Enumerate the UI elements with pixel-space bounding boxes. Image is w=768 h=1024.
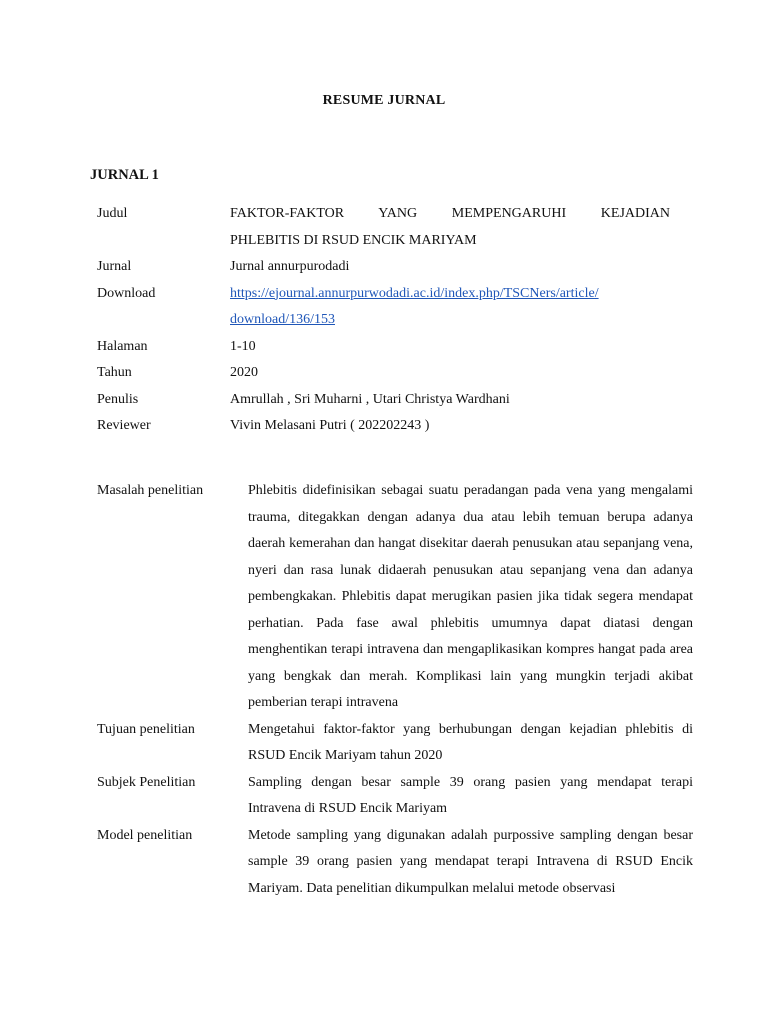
meta-value-jurnal: Jurnal annurpurodadi (230, 259, 350, 274)
meta-value-halaman: 1-10 (230, 338, 256, 354)
meta-row-jurnal (97, 254, 697, 281)
document-title: RESUME JURNAL (322, 93, 446, 108)
review-label-model: Model penelitian (97, 827, 193, 843)
meta-label-download: Download (97, 285, 156, 301)
meta-row-reviewer (97, 413, 697, 440)
meta-label-halaman: Halaman (97, 338, 148, 354)
meta-label-penulis: Penulis (97, 391, 139, 407)
review-text-tujuan: Mengetahui faktor-faktor yang berhubungan dengan kejadian phlebitis di RSUD Encik Mariyam tahun 2020 (248, 721, 693, 763)
meta-value-penulis: Amrullah , Sri Muharni , Utari Christya Wardhani (230, 391, 510, 407)
review-row-subjek (97, 770, 697, 823)
meta-value-reviewer: Vivin Melasani Putri ( 202202243 ) (230, 418, 430, 433)
review-label-masalah: Masalah penelitian (97, 483, 204, 498)
section-heading-jurnal-1: JURNAL 1 (90, 167, 159, 183)
meta-value-tahun: 2020 (230, 365, 258, 380)
review-label-tujuan: Tujuan penelitian (97, 721, 195, 737)
download-link-line-2[interactable]: download/136/153 (230, 312, 335, 327)
review-text-masalah: Phlebitis didefinisikan sebagai suatu peradangan pada vena yang mengalami trauma, ditegakkan dengan adanya dua atau lebih temuan berupa adanya daerah kemerahan dan hangat disekitar daerah penusukan atau sepanjang vena, nyeri dan rasa lunak didaerah penusukan atau sepanjang vena dan adanya pembengkakan. Phlebitis dapat merugikan pasien jika tidak segera mendapat perhatian. Pada fase awal phlebitis umumnya dapat diatasi dengan menghentikan terapi intravena dan mengaplikasikan kompres hangat pada area yang bengkak dan merah. Komplikasi lain yang mungkin terjadi akibat pemberian terapi intravena (248, 483, 693, 710)
review-row-model (97, 823, 697, 903)
download-link-line-1[interactable]: https://ejournal.annurpurwodadi.ac.id/index.php/TSCNers/article/ (230, 285, 599, 301)
meta-label-reviewer: Reviewer (97, 418, 151, 433)
journal-metadata (97, 201, 697, 440)
review-text-subjek: Sampling dengan besar sample 39 orang pasien yang mendapat terapi Intravena di RSUD Encik Mariyam (248, 774, 693, 816)
meta-value-judul (230, 201, 670, 254)
journal-title-line-1: FAKTOR-FAKTOR YANG MEMPENGARUHI KEJADIAN (230, 206, 670, 221)
review-text-model: Metode sampling yang digunakan adalah purpossive sampling dengan besar sample 39 orang pasien yang mendapat terapi Intravena di RSUD Encik Mariyam. Data penelitian dikumpulkan melalui metode observasi (248, 827, 693, 896)
meta-label-jurnal: Jurnal (97, 259, 132, 274)
meta-row-halaman (97, 334, 697, 361)
review-row-tujuan (97, 717, 697, 770)
meta-row-download (97, 281, 697, 334)
meta-row-tahun (97, 360, 697, 387)
review-label-subjek: Subjek Penelitian (97, 774, 196, 790)
review-section (97, 478, 697, 902)
meta-value-download (230, 281, 670, 334)
meta-row-judul (97, 201, 697, 254)
meta-label-tahun: Tahun (97, 365, 132, 380)
review-row-masalah (97, 478, 697, 717)
journal-title-line-2: PHLEBITIS DI RSUD ENCIK MARIYAM (230, 232, 477, 248)
meta-label-judul: Judul (97, 206, 128, 221)
meta-row-penulis (97, 387, 697, 414)
